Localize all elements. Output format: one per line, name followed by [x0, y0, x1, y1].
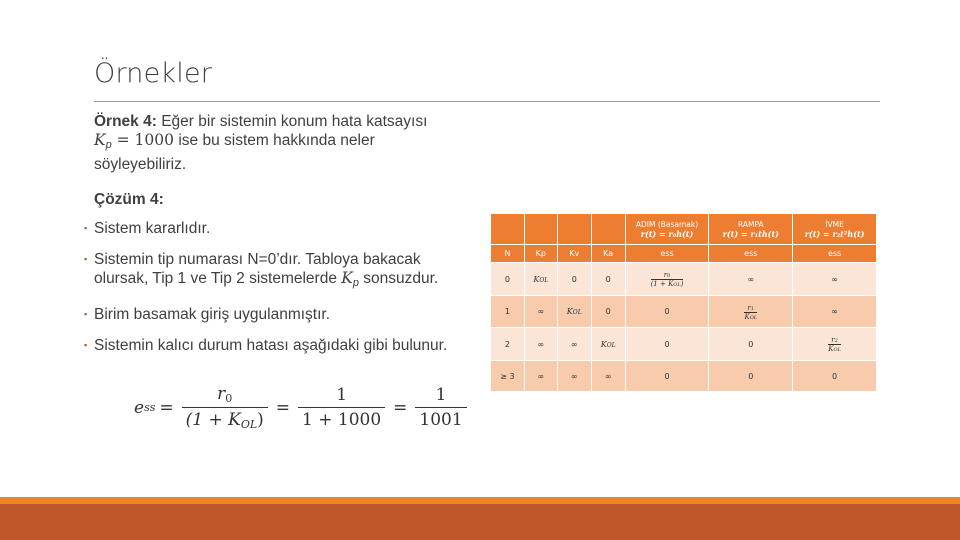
table-row	[491, 328, 877, 361]
kol-symbol: K	[566, 307, 573, 316]
header-label: İVME	[825, 219, 844, 229]
cell-ess-ramp: 0	[709, 361, 793, 392]
equals-sign: =	[159, 397, 174, 418]
ess-subscript: ss	[144, 401, 156, 414]
kol-subscript: OL	[833, 347, 841, 353]
table-header-empty	[591, 214, 625, 245]
bullet-text: Sistemin kalıcı durum hatası aşağıdaki gibi bulunur.	[94, 337, 448, 354]
kp-symbol: K	[94, 131, 106, 149]
fraction-1	[182, 384, 268, 431]
cell-kv: ∞	[557, 361, 591, 392]
r2-symbol: r	[831, 336, 835, 344]
bullet-text-tail: sonsuzdur.	[363, 270, 439, 287]
cell-ess-accel: ∞	[793, 296, 877, 328]
cell-ka: 0	[591, 263, 625, 296]
steady-state-error-formula	[134, 384, 471, 431]
table-header-empty	[557, 214, 591, 245]
cell-ka	[591, 328, 625, 361]
kol-symbol: K	[744, 312, 750, 321]
footer-stripe	[0, 497, 960, 504]
cell-n: 0	[491, 263, 525, 296]
kp-subscript: p	[105, 139, 112, 151]
kol-symbol: K	[600, 339, 607, 349]
table-header-ramp	[709, 214, 793, 245]
column-header: Kp	[524, 245, 557, 263]
ess-symbol: e	[134, 397, 145, 418]
cell-kv	[557, 296, 591, 328]
cell-ess-step: 0	[625, 361, 709, 392]
cell-kv: 0	[557, 263, 591, 296]
table-row	[491, 263, 877, 296]
table-row	[491, 361, 877, 392]
bullet-item	[94, 305, 464, 324]
bullet-item	[94, 250, 464, 293]
bullet-item	[94, 336, 464, 355]
column-header: Kv	[557, 245, 591, 263]
kp-subscript: p	[352, 277, 359, 289]
column-header: ess	[793, 245, 877, 263]
column-header: Ka	[591, 245, 625, 263]
example-text-post: ise bu sistem hakkında neler söyleyebiliriz.	[94, 132, 375, 173]
kol-symbol: K	[828, 345, 834, 353]
fraction-3	[415, 385, 466, 430]
cell-n: ≥ 3	[491, 361, 525, 392]
table-header-acceleration	[793, 214, 877, 245]
cell-kp	[524, 263, 557, 296]
bullet-text: Sistem kararlıdır.	[94, 220, 211, 237]
kol-subscript: OL	[749, 314, 758, 321]
cell-ka: 0	[591, 296, 625, 328]
ess-fraction	[651, 271, 684, 288]
r0-subscript: 0	[225, 392, 233, 405]
cell-n: 2	[491, 328, 525, 361]
cell-ess-step	[625, 263, 709, 296]
table-header-empty	[524, 214, 557, 245]
kp-value: = 1000	[111, 131, 175, 149]
denominator: 1 + 1000	[298, 407, 385, 430]
equals-sign: =	[393, 397, 408, 418]
fraction-2	[298, 385, 385, 430]
slide-content	[94, 112, 464, 367]
column-header: N	[491, 245, 525, 263]
r0-symbol: r	[663, 271, 668, 279]
cell-ess-step: 0	[625, 296, 709, 328]
cell-ess-accel	[793, 328, 877, 361]
table-row	[491, 296, 877, 328]
kol-subscript: OL	[673, 282, 681, 288]
r2-subscript: 2	[834, 338, 838, 344]
bullet-item	[94, 219, 464, 238]
numerator: 1	[435, 385, 447, 405]
page-title: Örnekler	[94, 58, 213, 89]
example-paragraph	[94, 112, 464, 174]
r1-symbol: r	[747, 303, 751, 312]
bullet-text: Birim basamak giriş uygulanmıştır.	[94, 306, 331, 323]
cell-kv: ∞	[557, 328, 591, 361]
header-formula: r(t) = r₀h(t)	[640, 228, 694, 239]
header-formula: r(t) = r₁th(t)	[722, 228, 779, 239]
footer-bar	[0, 504, 960, 540]
header-label: RAMPA	[737, 219, 764, 229]
example-text-pre: Eğer bir sistemin konum hata katsayısı	[161, 113, 428, 130]
cell-n: 1	[491, 296, 525, 328]
table-header-empty	[491, 214, 525, 245]
column-header: ess	[625, 245, 709, 263]
cell-ess-accel: 0	[793, 361, 877, 392]
r0-symbol: r	[217, 384, 226, 404]
cell-ess-ramp: ∞	[709, 263, 793, 296]
r1-subscript: 1	[750, 305, 755, 312]
cell-ess-ramp: 0	[709, 328, 793, 361]
equals-sign: =	[275, 397, 291, 418]
ess-fraction	[744, 304, 757, 321]
kol-subscript: OL	[572, 309, 582, 316]
table-header-group-row	[491, 214, 877, 245]
kol-subscript: OL	[606, 341, 616, 349]
example-label: Örnek 4:	[94, 113, 157, 130]
kol-subscript: OL	[240, 418, 258, 431]
error-constants-table	[490, 213, 877, 392]
cell-ess-step: 0	[625, 328, 709, 361]
solution-heading	[94, 190, 464, 209]
denominator: 1001	[415, 407, 466, 430]
cell-ess-ramp	[709, 296, 793, 328]
ess-fraction	[828, 336, 841, 353]
column-header: ess	[709, 245, 793, 263]
r0-subscript: 0	[667, 273, 671, 279]
denominator-text: (1 + K	[650, 280, 674, 288]
header-formula: r(t) = r₂t²h(t)	[804, 228, 865, 239]
cell-kp: ∞	[524, 328, 557, 361]
kol-subscript: OL	[539, 276, 549, 284]
denominator-close: )	[680, 280, 684, 288]
numerator: 1	[336, 385, 348, 405]
kp-symbol: K	[341, 269, 353, 287]
cell-kp: ∞	[524, 361, 557, 392]
table-header-step	[625, 214, 709, 245]
denominator-close: )	[257, 410, 264, 430]
cell-ess-accel: ∞	[793, 263, 877, 296]
kol-symbol: K	[533, 274, 540, 284]
cell-ka: ∞	[591, 361, 625, 392]
denominator-text: (1 + K	[185, 410, 241, 430]
title-divider	[94, 101, 880, 102]
header-label: ADIM (Basamak)	[635, 219, 699, 229]
bullet-text: Sistemin tip numarası N=0’dır. Tabloya bakacak olursak, Tip 1 ve Tip 2 sistemelerde	[94, 251, 421, 287]
table-column-header-row	[491, 245, 877, 263]
solution-label: Çözüm 4:	[94, 191, 164, 208]
cell-kp: ∞	[524, 296, 557, 328]
